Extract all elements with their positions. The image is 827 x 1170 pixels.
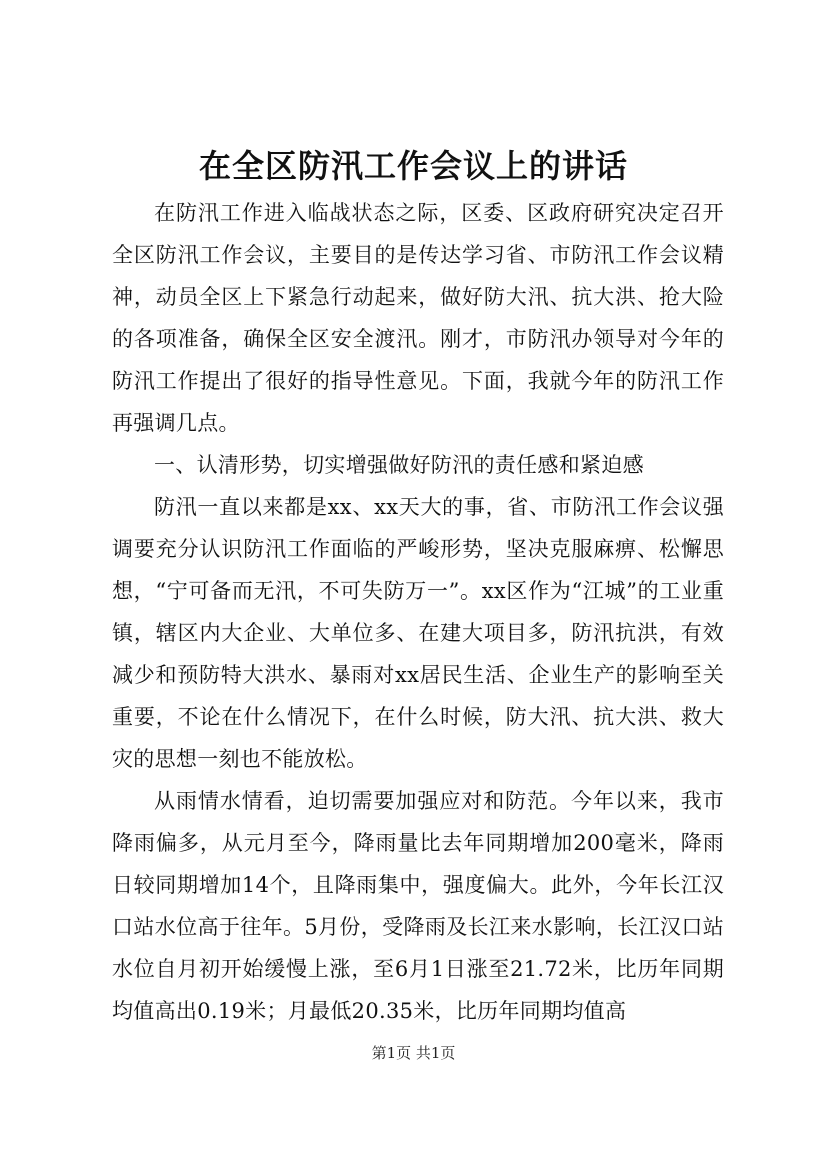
page-footer: 第1页 共1页 — [371, 1044, 456, 1062]
paragraph-rainfall: 从雨情水情看，迫切需要加强应对和防范。今年以来，我市降雨偏多，从元月至今，降雨量比去年同期增加200毫米，降雨日较同期增加14个，且降雨集中，强度偏大。此外，今年长江汉口站水位高于往年。5月份，受降雨及长江来水影响，长江汉口站水位自月初开始缓慢上涨，至6月1日涨至21.72米，比历年同期均值高出0.19米；月最低20.35米，比历年同期均值高 — [112, 789, 724, 1023]
document-title: 在全区防汛工作会议上的讲话 — [198, 147, 628, 185]
paragraph-intro: 在防汛工作进入临战状态之际，区委、区政府研究决定召开全区防汛工作会议，主要目的是传达学习省、市防汛工作会议精神，动员全区上下紧急行动起来，做好防大汛、抗大洪、抢大险的各项准备，确保全区安全渡汛。刚才，市防汛办领导对今年的防汛工作提出了很好的指导性意见。下面，我就今年的防汛工作再强调几点。 — [112, 201, 724, 435]
paragraph-situation: 防汛一直以来都是xx、xx天大的事，省、市防汛工作会议强调要充分认识防汛工作面临的严峻形势，坚决克服麻痹、松懈思想，“宁可备而无汛，不可失防万一”。xx区作为“江城”的工业重镇，辖区内大企业、大单位多、在建大项目多，防汛抗洪，有效减少和预防特大洪水、暴雨对xx居民生活、企业生产的影响至关重要，不论在什么情况下，在什么时候，防大汛、抗大洪、救大灾的思想一刻也不能放松。 — [112, 495, 724, 771]
section-heading: 一、认清形势，切实增强做好防汛的责任感和紧迫感 — [154, 453, 644, 477]
document-body — [112, 192, 724, 1032]
